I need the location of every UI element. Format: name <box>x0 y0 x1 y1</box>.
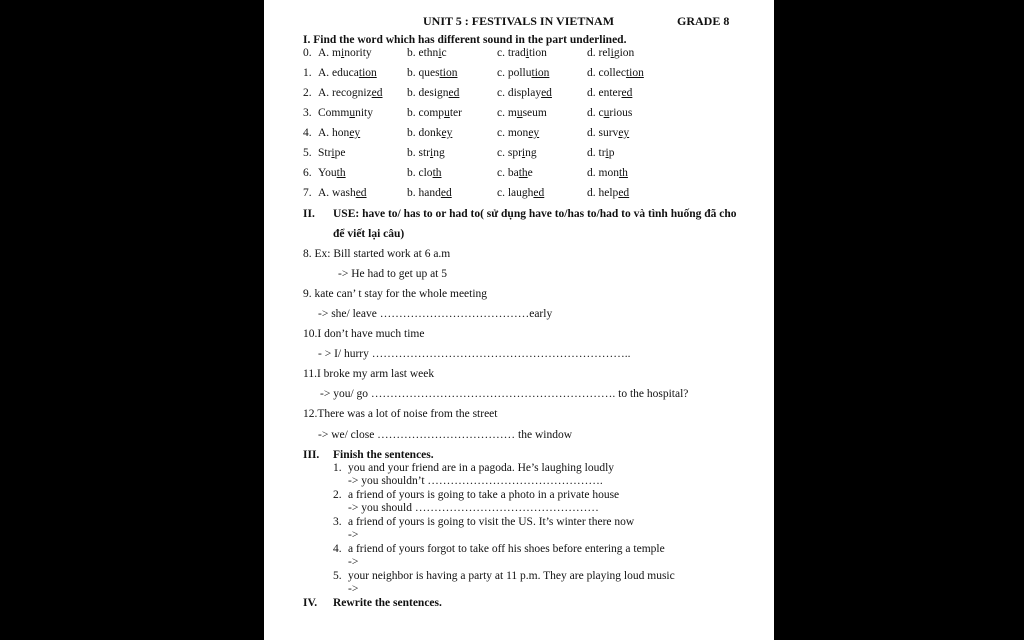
underlined-part: tion <box>439 67 458 79</box>
row-0-option-d: d. religion <box>587 47 635 59</box>
item-9-answer: -> she/ leave …………………………………early <box>318 308 553 320</box>
underlined-part: ey <box>441 127 453 139</box>
row-0-option-c: c. tradition <box>497 47 547 59</box>
row-0-option-b: b. ethnic <box>407 47 447 59</box>
s3-item-1-num: 1. <box>333 462 342 474</box>
s3-item-1-answer: -> you shouldn’t ………………………………………. <box>348 475 603 487</box>
grade-label: GRADE 8 <box>677 14 730 28</box>
underlined-part: ed <box>618 187 630 199</box>
section-1-heading: I. Find the word which has different sound in the part underlined. <box>303 34 627 46</box>
item-12-answer: -> we/ close ……………………………… the window <box>318 429 573 441</box>
s3-item-5-text: your neighbor is having a party at 11 p.m. They are playing loud music <box>348 570 675 582</box>
item-12-prompt: 12.There was a lot of noise from the street <box>303 408 498 420</box>
underlined-part: i <box>341 47 345 59</box>
underlined-part: ed <box>440 187 452 199</box>
row-2-option-a: A. recognized <box>318 87 383 99</box>
row-4-option-d: d. survey <box>587 127 630 139</box>
row-4-option-a: A. honey <box>318 127 361 139</box>
s3-item-4-num: 4. <box>333 543 342 555</box>
s3-item-4-text: a friend of yours forgot to take off his shoes before entering a temple <box>348 543 665 555</box>
row-3-option-b: b. computer <box>407 107 462 119</box>
underlined-part: tion <box>531 67 550 79</box>
row-1-option-d: d. collection <box>587 67 644 79</box>
underlined-part: tion <box>625 67 644 79</box>
item-8-answer: -> He had to get up at 5 <box>338 268 447 280</box>
row-7-option-d: d. helped <box>587 187 630 199</box>
row-6-option-c: c. bathe <box>497 167 533 179</box>
s3-item-3-text: a friend of yours is going to visit the US. It’s winter there now <box>348 516 635 528</box>
underlined-part: i <box>525 47 529 59</box>
row-0-number: 0. <box>303 47 312 59</box>
row-5-option-b: b. string <box>407 147 445 159</box>
row-4-option-c: c. money <box>497 127 540 139</box>
row-1-option-a: A. education <box>318 67 377 79</box>
underlined-part: ey <box>618 127 630 139</box>
underlined-part: ey <box>528 127 540 139</box>
row-7-option-c: c. laughed <box>497 187 545 199</box>
underlined-part: i <box>521 147 526 159</box>
row-6-option-a: Youth <box>318 167 346 179</box>
underlined-part: u <box>444 107 450 119</box>
row-7-option-a: A. washed <box>318 187 367 199</box>
section-4-numeral: IV. <box>303 597 318 609</box>
row-5-option-a: Stripe <box>318 147 346 159</box>
row-6-option-d: d. month <box>587 167 628 179</box>
s3-item-2-answer: -> you should ………………………………………… <box>348 502 599 514</box>
underlined-part: i <box>605 147 609 159</box>
item-10-answer: - > I/ hurry ………………………………………………………….. <box>318 348 631 360</box>
underlined-part: th <box>432 167 442 179</box>
s3-item-3-num: 3. <box>333 516 342 528</box>
underlined-part: ey <box>349 127 361 139</box>
underlined-part: th <box>336 167 346 179</box>
underlined-part: ed <box>533 187 545 199</box>
section-3-heading: Finish the sentences. <box>333 449 434 461</box>
row-4-option-b: b. donkey <box>407 127 453 139</box>
row-1-number: 1. <box>303 67 312 79</box>
row-6-option-b: b. cloth <box>407 167 442 179</box>
underlined-part: i <box>610 47 614 59</box>
underlined-part: u <box>603 107 610 119</box>
row-5-option-d: d. trip <box>587 147 615 159</box>
section-2-numeral: II. <box>303 208 315 220</box>
underlined-part: ed <box>541 87 552 99</box>
row-4-number: 4. <box>303 127 312 139</box>
underlined-part: ed <box>371 87 383 99</box>
underlined-part: u <box>516 107 523 119</box>
underlined-part: u <box>349 107 356 119</box>
underlined-part: i <box>331 147 335 159</box>
underlined-part: i <box>438 47 442 59</box>
s3-item-5-answer: -> <box>348 583 359 595</box>
underlined-part: th <box>518 167 528 179</box>
underlined-part: ed <box>621 87 633 99</box>
row-2-option-c: c. displayed <box>497 87 552 99</box>
row-7-number: 7. <box>303 187 312 199</box>
s3-item-1-text: you and your friend are in a pagoda. He’s laughing loudly <box>348 462 615 474</box>
item-10-prompt: 10.I don’t have much time <box>303 328 425 340</box>
s3-item-4-answer: -> <box>348 556 359 568</box>
s3-item-5-num: 5. <box>333 570 342 582</box>
row-3-number: 3. <box>303 107 312 119</box>
row-5-number: 5. <box>303 147 312 159</box>
row-3-option-c: c. museum <box>497 107 547 119</box>
row-6-number: 6. <box>303 167 312 179</box>
s3-item-2-text: a friend of yours is going to take a photo in a private house <box>348 489 620 501</box>
row-2-option-d: d. entered <box>587 87 633 99</box>
section-3-numeral: III. <box>303 449 320 461</box>
row-3-option-d: d. curious <box>587 107 633 119</box>
underlined-part: tion <box>358 67 377 79</box>
underlined-part: ed <box>355 187 367 199</box>
worksheet-page <box>264 0 774 640</box>
row-2-number: 2. <box>303 87 312 99</box>
unit-title: UNIT 5 : FESTIVALS IN VIETNAM <box>423 14 615 28</box>
underlined-part: th <box>618 167 628 179</box>
section-2-heading-line1: USE: have to/ has to or had to( sử dụng have to/has to/had to và tình huống đã cho <box>333 208 737 220</box>
item-8-prompt: 8. Ex: Bill started work at 6 a.m <box>303 248 451 260</box>
s3-item-3-answer: -> <box>348 529 359 541</box>
underlined-part: ed <box>448 87 460 99</box>
item-11-answer: -> you/ go ………………………………………………………. to the hospital? <box>320 388 689 400</box>
section-4-heading: Rewrite the sentences. <box>333 597 442 609</box>
row-2-option-b: b. designed <box>407 87 460 99</box>
underlined-part: i <box>430 147 434 159</box>
row-3-option-a: Community <box>318 107 373 119</box>
item-9-prompt: 9. kate can’ t stay for the whole meeting <box>303 288 488 300</box>
item-11-prompt: 11.I broke my arm last week <box>303 368 435 380</box>
row-7-option-b: b. handed <box>407 187 452 199</box>
row-0-option-a: A. minority <box>318 47 372 59</box>
s3-item-2-num: 2. <box>333 489 342 501</box>
row-5-option-c: c. spring <box>497 147 537 159</box>
row-1-option-b: b. question <box>407 67 458 79</box>
section-2-heading-line2: để viết lại câu) <box>333 228 405 240</box>
row-1-option-c: c. pollution <box>497 67 550 79</box>
